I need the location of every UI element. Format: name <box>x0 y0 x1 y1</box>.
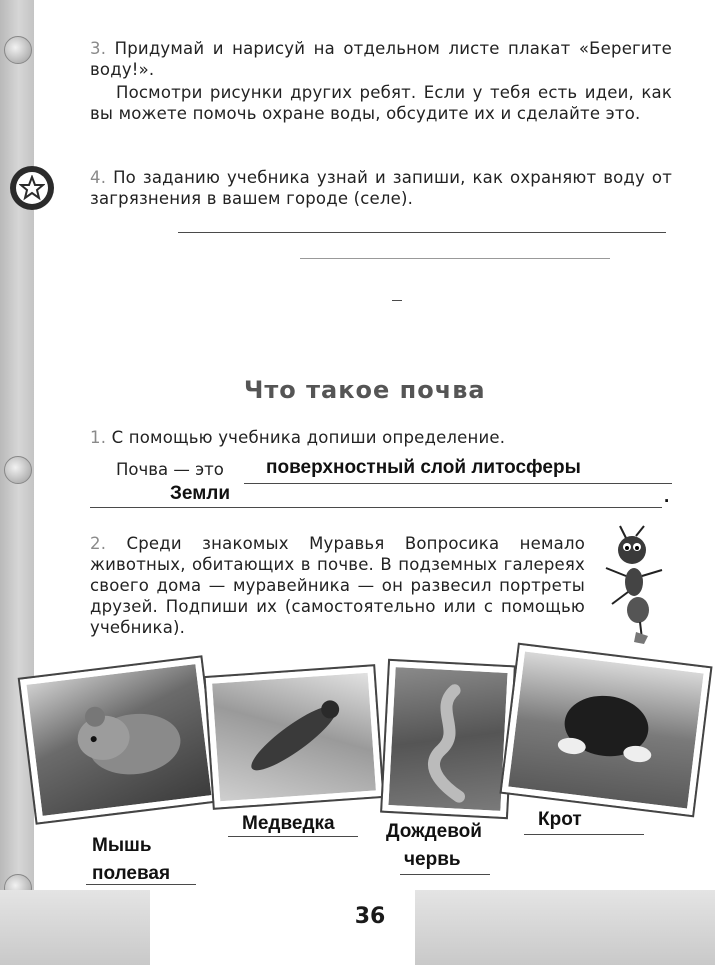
definition-line2[interactable] <box>90 507 662 508</box>
caption-worm-line1: Дождевой <box>386 821 482 842</box>
mole-photo <box>502 645 711 815</box>
caption-worm <box>386 818 482 874</box>
mouse-photo <box>20 657 218 822</box>
earthworm-photo <box>382 661 514 817</box>
answer-line[interactable] <box>178 232 666 233</box>
definition-line1[interactable] <box>244 483 672 484</box>
task4-text: По заданию учебника узнай и запиши, как охраняют воду от загрязнения в вашем городе (селе). <box>90 168 672 208</box>
soil-task2-text: Среди знакомых Муравья Вопросика немало животных, обитающих в почве. В подземных галереях своего дома — муравейника — он развесил портреты друзей. Подпиши их (самостоятельно или с помощью учебника). <box>90 534 585 637</box>
soil-task1-number: 1. <box>90 428 107 447</box>
answer-line[interactable] <box>392 300 402 301</box>
caption-mouse-line2: полевая <box>92 863 171 884</box>
caption-mole: Крот <box>538 809 582 830</box>
ant-character-icon <box>598 524 678 653</box>
page-number: 36 <box>354 904 386 929</box>
definition-answer-line2: Земли <box>170 483 231 504</box>
caption-line[interactable] <box>228 836 358 837</box>
decorative-circle <box>4 456 32 484</box>
left-margin-strip <box>0 0 34 965</box>
task3-text: Придумай и нарисуй на отдельном листе плакат «Берегите воду!». <box>90 39 672 79</box>
soil-task1-block <box>90 427 672 448</box>
star-badge-icon <box>10 166 54 210</box>
definition-end-mark: . <box>664 486 670 507</box>
task4-number: 4. <box>90 168 107 187</box>
soil-task2-number: 2. <box>90 534 107 553</box>
mole-cricket-photo <box>206 666 383 807</box>
soil-task1-text: С помощью учебника допиши определение. <box>111 428 506 447</box>
section-title: Что такое почва <box>244 376 486 404</box>
task3-text2: Посмотри рисунки других ребят. Если у тебя есть идеи, как вы можете помочь охране воды, обсудите их и сделайте это. <box>90 83 672 123</box>
caption-mouse-line1: Мышь <box>92 835 152 856</box>
caption-line[interactable] <box>400 874 490 875</box>
task3-number: 3. <box>90 39 107 58</box>
caption-line[interactable] <box>524 834 644 835</box>
task3-block <box>90 38 672 80</box>
caption-line[interactable] <box>86 884 196 885</box>
answer-line[interactable] <box>300 258 610 259</box>
definition-answer-line1: поверхностный слой литосферы <box>266 457 581 478</box>
caption-worm-line2: червь <box>404 849 461 870</box>
decorative-circle <box>4 36 32 64</box>
caption-cricket: Медведка <box>242 813 335 834</box>
soil-task2-block <box>90 533 585 638</box>
task4-block <box>90 167 672 209</box>
caption-mouse <box>92 832 170 888</box>
definition-label: Почва — это <box>116 460 224 479</box>
